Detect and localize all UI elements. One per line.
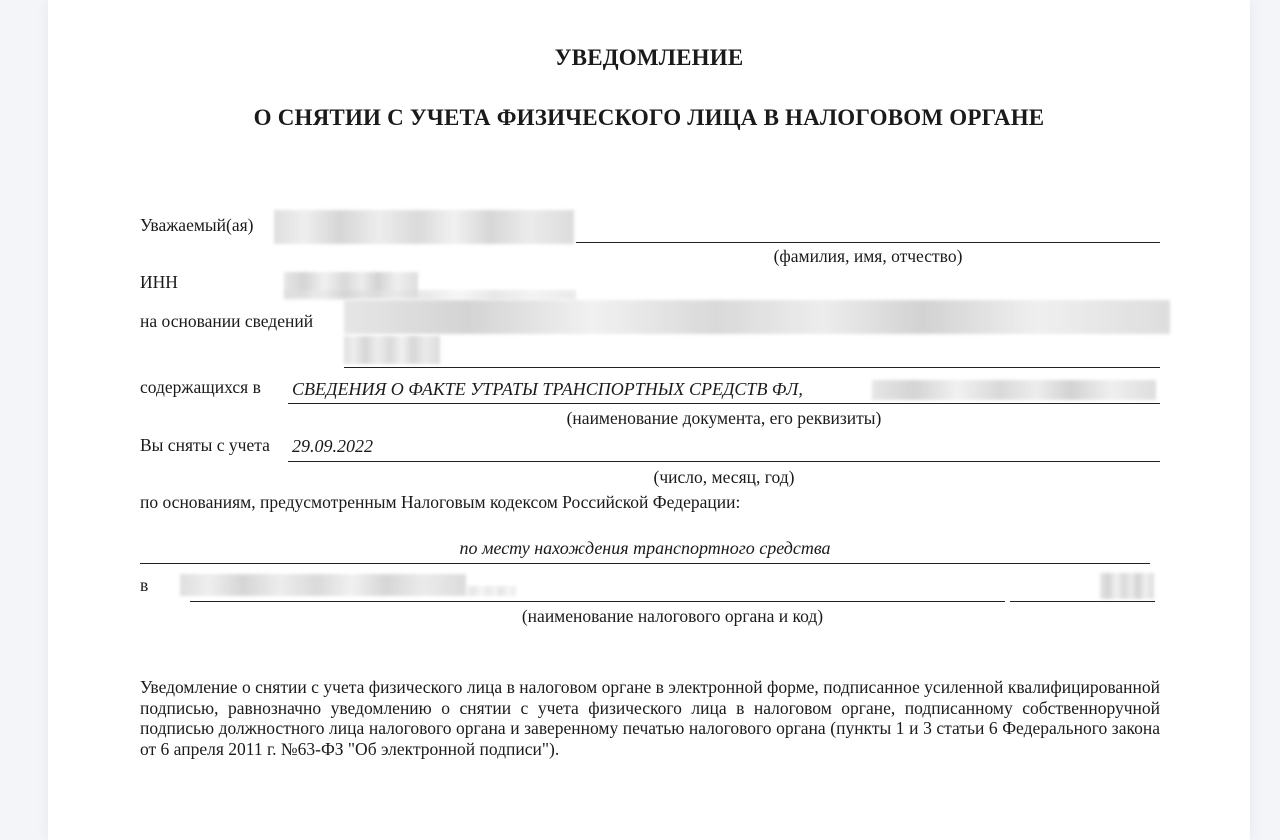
basis-label: на основании сведений	[140, 311, 314, 331]
in-label: в	[140, 575, 149, 595]
addressee-label: Уважаемый(ая)	[140, 215, 254, 235]
addressee-caption: (фамилия, имя, отчество)	[773, 246, 963, 266]
grounds-label: по основаниям, предусмотренным Налоговым кодексом Российской Федерации:	[140, 492, 741, 512]
addressee-underline	[576, 242, 1160, 243]
redacted-tax-office-code	[1100, 573, 1154, 599]
basis-underline	[344, 367, 1160, 368]
date-value: 29.09.2022	[292, 436, 373, 456]
date-underline	[288, 461, 1160, 462]
date-caption: (число, месяц, год)	[653, 467, 795, 487]
redacted-tax-office-name	[180, 574, 466, 596]
document-value: СВЕДЕНИЯ О ФАКТЕ УТРАТЫ ТРАНСПОРТНЫХ СРЕДСТВ ФЛ,	[292, 379, 803, 399]
grounds-value: по месту нахождения транспортного средства	[459, 538, 831, 558]
deregistered-label: Вы сняты с учета	[140, 435, 270, 455]
contained-label: содержащихся в	[140, 377, 261, 397]
inn-label: ИНН	[140, 272, 178, 292]
redacted-basis-line2	[344, 336, 440, 364]
redacted-basis-line1	[344, 300, 1170, 334]
legal-notice-paragraph: Уведомление о снятии с учета физического лица в налоговом органе в электронной форме, подписанное усиленной квалифицированной подписью, равнозначно уведомлению о снятии с учета физического лица в налоговом органе, подписанному собственноручной подписью должностного лица налогового органа и заверенному печатью налогового органа (пункты 1 и 3 статьи 6 Федерального закона от 6 апреля 2011 г. №63-ФЗ "Об электронной подписи").	[140, 677, 1160, 759]
redacted-addressee-name	[274, 210, 574, 244]
redacted-inn-underline	[284, 290, 576, 300]
grounds-underline	[140, 563, 1150, 564]
document-caption: (наименование документа, его реквизиты)	[566, 408, 882, 428]
document-title: УВЕДОМЛЕНИЕ	[554, 45, 744, 70]
tax-office-code-underline	[1010, 601, 1155, 602]
document-page	[48, 0, 1250, 840]
redacted-tax-office-tail	[466, 586, 516, 596]
redacted-document-number	[872, 380, 1156, 400]
tax-office-underline	[190, 601, 1005, 602]
document-subtitle: О СНЯТИИ С УЧЕТА ФИЗИЧЕСКОГО ЛИЦА В НАЛОГОВОМ ОРГАНЕ	[253, 105, 1045, 130]
document-underline	[288, 403, 1160, 404]
tax-office-caption: (наименование налогового органа и код)	[521, 606, 824, 626]
